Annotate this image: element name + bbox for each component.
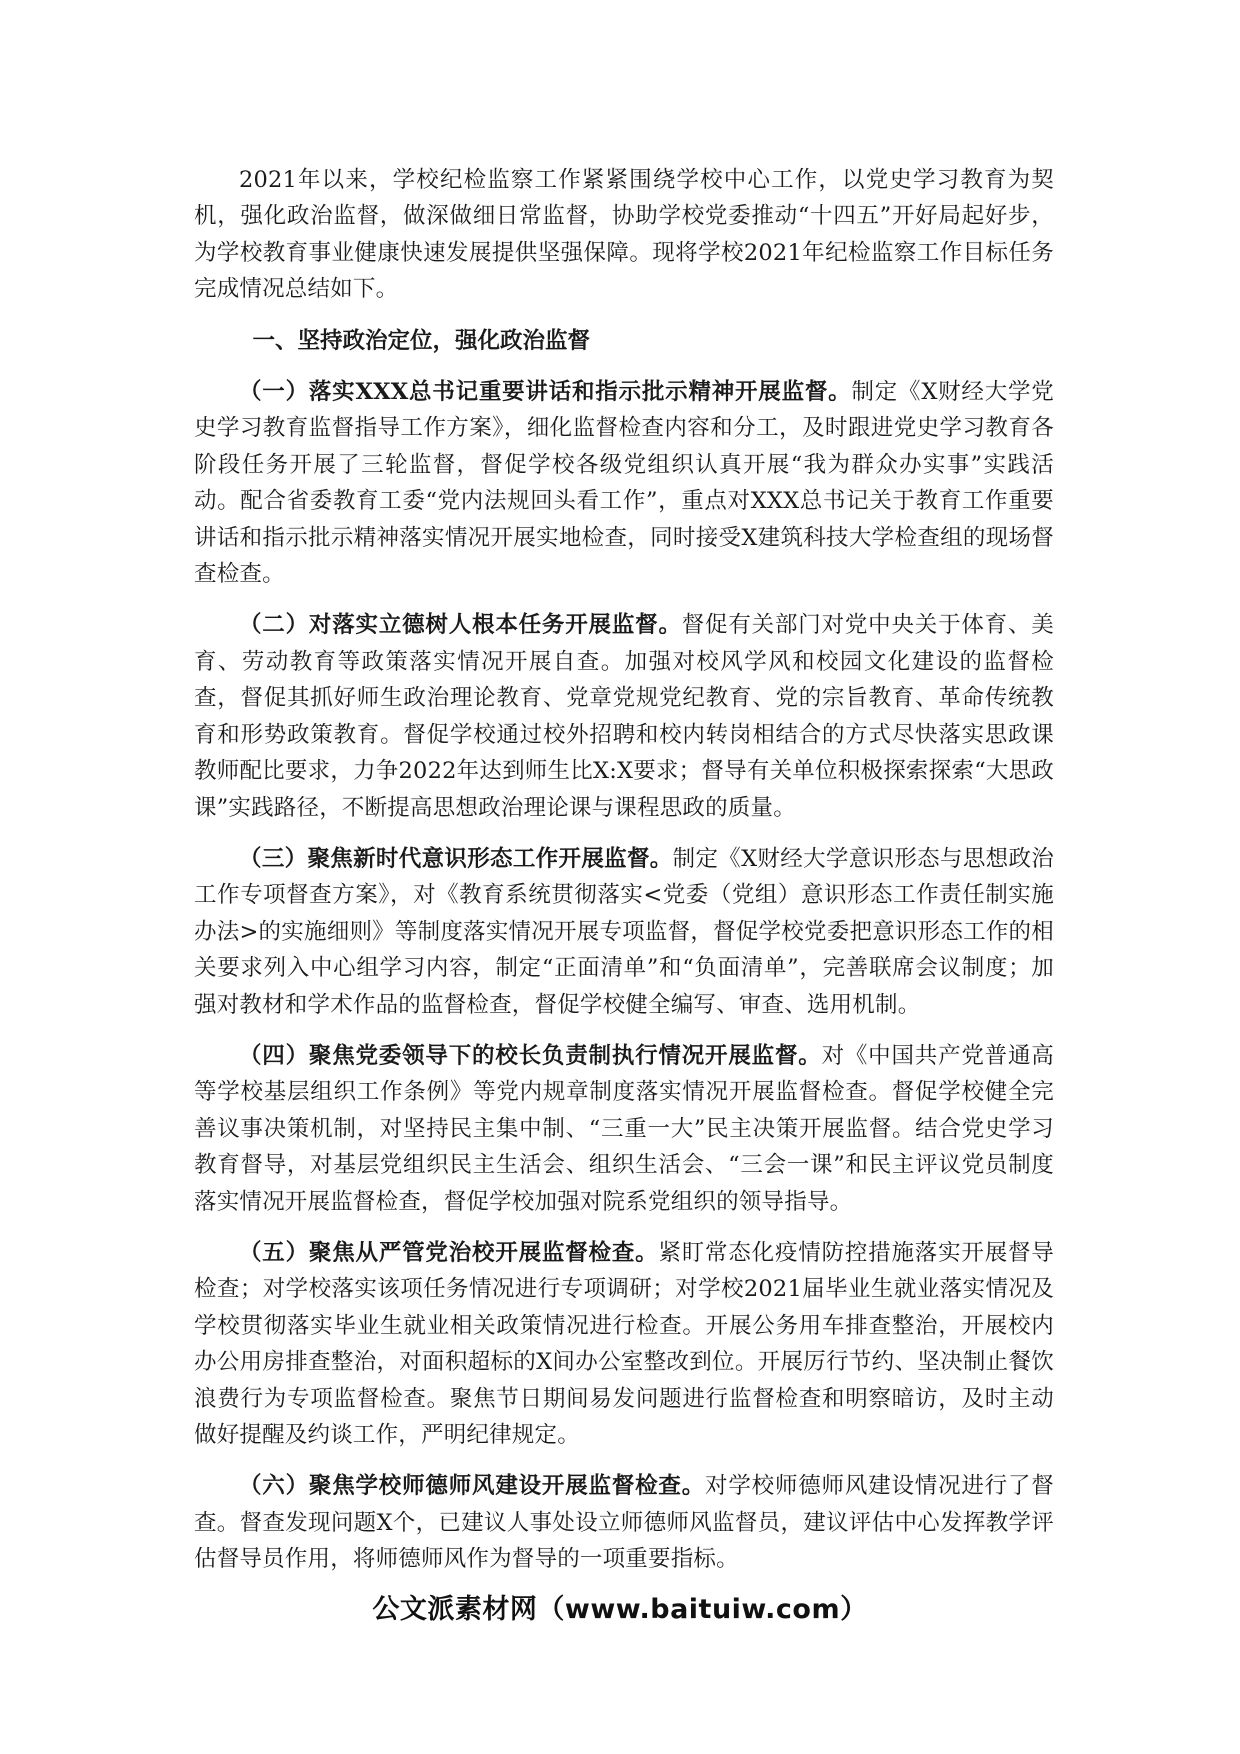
item-title: （二）对落实立德树人根本任务开展监督。 (239, 612, 682, 639)
item-paragraph (194, 1468, 1054, 1577)
item-title: （五）聚焦从严管党治校开展监督检查。 (239, 1239, 659, 1266)
intro-paragraph: 2021年以来，学校纪检监察工作紧紧围绕学校中心工作，以党史学习教育为契机，强化政治监督，做深做细日常监督，协助学校党委推动“十四五”开好局起好步，为学校教育事业健康快速发展提供坚强保障。现将学校2021年纪检监察工作目标任务完成情况总结如下。 (194, 167, 1054, 303)
item-paragraph (194, 1235, 1054, 1453)
item-body: 督促有关部门对党中央关于体育、美育、劳动教育等政策落实情况开展自查。加强对校风学风和校园文化建设的监督检查，督促其抓好师生政治理论教育、党章党规党纪教育、党的宗旨教育、革命传统教育和形势政策教育。督促学校通过校外招聘和校内转岗相结合的方式尽快落实思政课教师配比要求，力争2022年达到师生比X:X要求；督导有关单位积极探索探索“大思政课”实践路径，不断提高思想政治理论课与课程思政的质量。 (194, 612, 1054, 821)
item-title: （一）落实XXX总书记重要讲话和指示批示精神开展监督。 (239, 379, 852, 406)
item-body: 紧盯常态化疫情防控措施落实开展督导检查；对学校落实该项任务情况进行专项调研；对学校2021届毕业生就业落实情况及学校贯彻落实毕业生就业相关政策情况进行检查。开展公务用车排查整治，开展校内办公用房排查整治，对面积超标的X间办公室整改到位。开展厉行节约、坚决制止餐饮浪费行为专项监督检查。聚焦节日期间易发问题进行监督检查和明察暗访，及时主动做好提醒及约谈工作，严明纪律规定。 (194, 1239, 1054, 1448)
item-paragraph (194, 374, 1054, 592)
item-title: （六）聚焦学校师德师风建设开展监督检查。 (239, 1473, 706, 1500)
item-body: 对学校师德师风建设情况进行了督查。督查发现问题X个，已建议人事处设立师德师风监督员，建议评估中心发挥教学评估督导员作用，将师德师风作为督导的一项重要指标。 (194, 1473, 1054, 1573)
section-heading: 一、坚持政治定位，强化政治监督 (252, 327, 591, 354)
item-paragraph (194, 1038, 1054, 1220)
item-paragraph (194, 841, 1054, 1023)
document-body (194, 162, 1054, 1578)
item-paragraph (194, 607, 1054, 825)
item-body: 制定《X财经大学党史学习教育监督指导工作方案》，细化监督检查内容和分工，及时跟进党史学习教育各阶段任务开展了三轮监督，督促学校各级党组织认真开展“我为群众办实事”实践活动。配合省委教育工委“党内法规回头看工作”，重点对XXX总书记关于教育工作重要讲话和指示批示精神落实情况开展实地检查，同时接受X建筑科技大学检查组的现场督查检查。 (194, 379, 1054, 588)
item-body: 对《中国共产党普通高等学校基层组织工作条例》等党内规章制度落实情况开展监督检查。督促学校健全完善议事决策机制，对坚持民主集中制、“三重一大”民主决策开展监督。结合党史学习教育督导，对基层党组织民主生活会、组织生活会、“三会一课”和民主评议党员制度落实情况开展监督检查，督促学校加强对院系党组织的领导指导。 (194, 1042, 1054, 1215)
item-title: （三）聚焦新时代意识形态工作开展监督。 (239, 845, 673, 872)
item-title: （四）聚焦党委领导下的校长负责制执行情况开展监督。 (239, 1042, 822, 1069)
item-body: 制定《X财经大学意识形态与思想政治工作专项督查方案》，对《教育系统贯彻落实<党委（党组）意识形态工作责任制实施办法>的实施细则》等制度落实情况开展专项监督，督促学校党委把意识形态工作的相关要求列入中心组学习内容，制定“正面清单”和“负面清单”，完善联席会议制度；加强对教材和学术作品的监督检查，督促学校健全编写、审查、选用机制。 (194, 845, 1054, 1018)
footer-source: 公文派素材网（www.baituiw.com） (372, 1594, 868, 1625)
